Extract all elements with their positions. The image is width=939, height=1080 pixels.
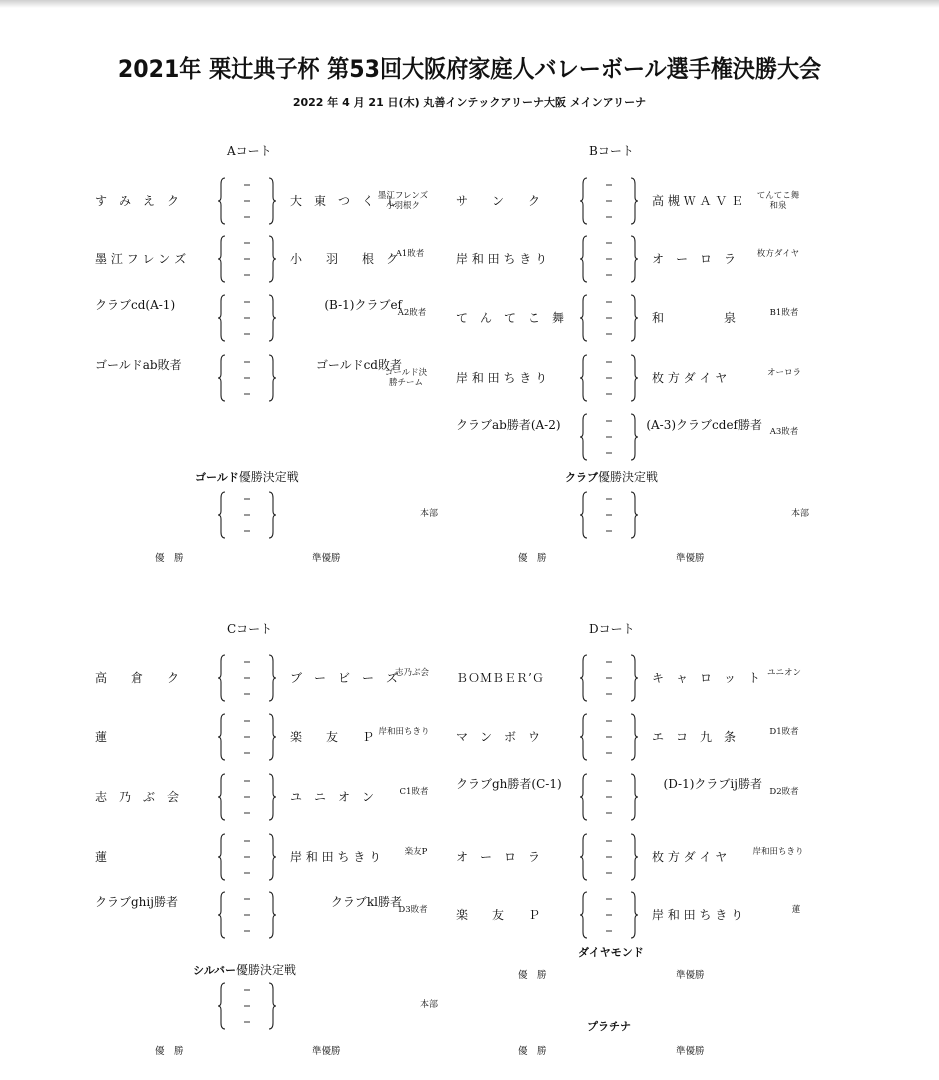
a-match-4-left-team: ゴールドab敗者 [95,358,182,372]
d-match-5-referee: 蓮 [791,905,801,915]
d-match-5-score-box [579,889,639,941]
d-match-3-referee: D2敗者 [769,787,799,797]
page-title: 2021年 栗辻典子杯 第53回大阪府家庭人バレーボール選手権決勝大会 [117,55,822,83]
silver-winner-label: 優 勝 [155,1046,184,1057]
club-final-score-box [579,489,639,541]
silver-final-referee: 本部 [420,1000,439,1010]
court-d-label: Dコート [589,622,635,636]
b-match-5-right-team: (A-3)クラブcdef勝者 [646,418,762,432]
b-match-3-right-team: 和 泉 [652,311,737,325]
d-match-1-left-team: ＢＯＭＢＥＲ’Ｇ [456,671,544,685]
c-match-3-referee: C1敗者 [399,787,429,797]
a-match-2-referee: A1敗者 [395,249,425,259]
b-match-4-referee: オーロラ [766,368,801,378]
a-match-2-score-box [217,233,277,285]
d-match-1-score-box [579,652,639,704]
b-match-3-score-box [579,292,639,344]
c-match-4-score-box [217,831,277,883]
court-c-label: Cコート [227,622,273,636]
a-match-3-right-team: (B-1)クラブef [324,298,402,312]
c-match-2-left-team: 蓮 [95,730,108,744]
platinum-label: プラチナ [587,1020,631,1033]
silver-final-score-box [217,980,277,1032]
page-subtitle: 2022 年 4 月 21 日(木) 丸善インテックアリーナ大阪 メインアリーナ [292,96,647,109]
d-match-2-right-team: エ コ 九 条 [652,730,737,744]
a-match-4-referee: ゴールド決 勝チーム [384,368,428,389]
gold-final-score-box [217,489,277,541]
b-match-2-left-team: 岸 和 田 ち き り [456,252,548,266]
diamond-label: ダイヤモンド [578,946,644,959]
b-match-3-left-team: て ん て こ 舞 [456,311,565,325]
d-match-4-right-team: 枚 方 ダ イ ヤ [652,850,728,864]
diamond-runnerup-label: 準優勝 [676,970,705,981]
silver-final-bold: シルバー [193,964,236,977]
a-match-1-referee: 墨江フレンズ 小羽根ク [377,191,429,212]
club-final-label [565,471,658,483]
d-match-4-referee: 岸和田ちきり [752,847,804,857]
diamond-winner-label: 優 勝 [518,970,547,981]
a-match-4-score-box [217,352,277,404]
a-match-4-right-team: ゴールドcd敗者 [315,358,402,372]
b-match-1-right-team: 高 槻 Ｗ Ａ Ｖ Ｅ [652,194,744,208]
b-match-4-left-team: 岸 和 田 ち き り [456,371,548,385]
b-match-2-score-box [579,233,639,285]
club-final-referee: 本部 [791,509,810,519]
gold-final-bold: ゴールド [195,471,239,484]
d-match-2-left-team: マ ン ボ ウ [456,730,541,744]
b-match-4-right-team: 枚 方 ダ イ ヤ [652,371,728,385]
a-match-3-score-box [217,292,277,344]
b-match-5-score-box [579,411,639,463]
d-match-5-right-team: 岸 和 田 ち き り [652,908,744,922]
c-match-4-referee: 楽友P [404,847,428,857]
club-final-text: 優勝決定戦 [598,470,659,484]
gold-final-text: 優勝決定戦 [238,470,299,484]
b-match-3-referee: B1敗者 [769,308,799,318]
platinum-winner-label: 優 勝 [518,1046,547,1057]
c-match-1-referee: 志乃ぶ会 [394,668,429,678]
c-match-1-right-team: ブ ー ビ ー ズ [290,671,399,685]
club-runnerup-label: 準優勝 [676,553,705,564]
gold-final-referee: 本部 [420,509,439,519]
court-a-label: Aコート [227,144,272,158]
club-final-bold: クラブ [565,471,598,484]
c-match-2-referee: 岸和田ちきり [378,727,430,737]
b-match-5-left-team: クラブab勝者(A-2) [456,418,561,432]
d-match-4-score-box [579,831,639,883]
a-match-2-left-team: 墨 江 フ レ ン ズ [95,252,187,266]
silver-final-label [193,964,296,976]
c-match-5-referee: D3敗者 [398,905,428,915]
c-match-3-right-team: ユ ニ オ ン [290,790,375,804]
c-match-3-left-team: 志 乃 ぶ 会 [95,790,180,804]
b-match-1-left-team: サ ン ク [456,194,541,208]
d-match-2-referee: D1敗者 [769,727,799,737]
gold-runnerup-label: 準優勝 [312,553,341,564]
d-match-4-left-team: オ ー ロ ラ [456,850,541,864]
platinum-runnerup-label: 準優勝 [676,1046,705,1057]
c-match-2-score-box [217,711,277,763]
b-match-2-right-team: オ ー ロ ラ [652,252,737,266]
d-match-1-right-team: キ ャ ロ ッ ト [652,671,761,685]
b-match-1-referee: てんてこ舞 和泉 [756,191,800,212]
c-match-1-left-team: 高 倉 ク [95,671,180,685]
court-b-label: Bコート [589,144,634,158]
club-winner-label: 優 勝 [518,553,547,564]
a-match-3-referee: A2敗者 [397,308,427,318]
c-match-5-right-team: クラブkl勝者 [330,895,402,909]
d-match-3-right-team: (D-1)クラブij勝者 [663,777,762,791]
viewer-top-shadow [0,0,939,8]
gold-final-label [195,471,299,483]
a-match-1-left-team: す み え ク [95,194,180,208]
c-match-4-left-team: 蓮 [95,850,108,864]
a-match-2-right-team: 小 羽 根 ク [290,252,399,266]
c-match-1-score-box [217,652,277,704]
d-match-1-referee: ユニオン [766,668,801,678]
c-match-3-score-box [217,771,277,823]
b-match-4-score-box [579,352,639,404]
gold-winner-label: 優 勝 [155,553,184,564]
a-match-1-score-box [217,175,277,227]
a-match-1-right-team: 大 東 つ く し [290,194,399,208]
silver-final-text: 優勝決定戦 [235,963,296,977]
c-match-2-right-team: 楽 友 Ｐ [290,730,375,744]
c-match-5-score-box [217,889,277,941]
d-match-2-score-box [579,711,639,763]
d-match-5-left-team: 楽 友 Ｐ [456,908,541,922]
c-match-5-left-team: クラブghij勝者 [95,895,178,909]
silver-runnerup-label: 準優勝 [312,1046,341,1057]
c-match-4-right-team: 岸 和 田 ち き り [290,850,382,864]
b-match-2-referee: 枚方ダイヤ [756,249,800,259]
d-match-3-left-team: クラブgh勝者(C-1) [456,777,562,791]
a-match-3-left-team: クラブcd(A-1) [95,298,176,312]
b-match-5-referee: A3敗者 [769,427,799,437]
b-match-1-score-box [579,175,639,227]
d-match-3-score-box [579,771,639,823]
